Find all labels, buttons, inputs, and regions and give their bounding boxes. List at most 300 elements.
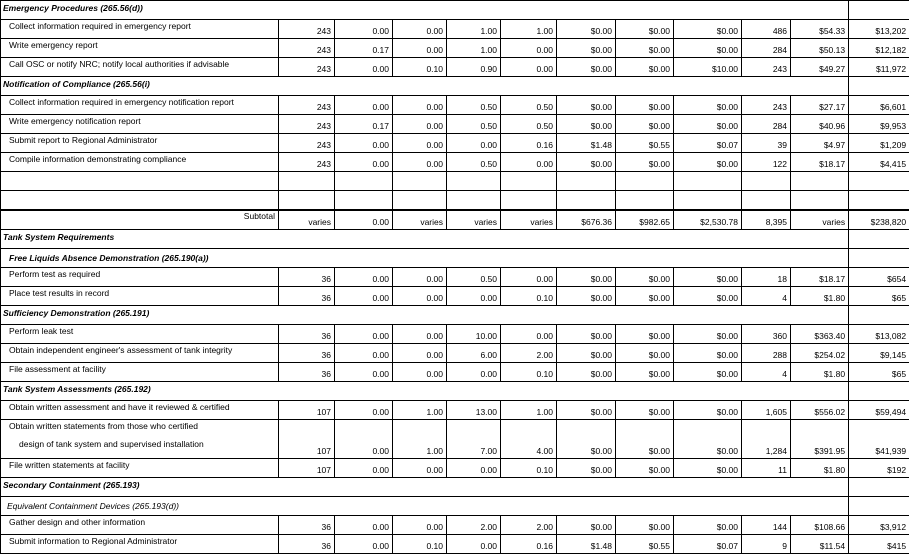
value-cell: 0.50 [447, 153, 501, 172]
value-cell: 0.00 [501, 325, 557, 344]
value-cell: 0.00 [335, 153, 393, 172]
value-cell: 122 [742, 153, 791, 172]
value-cell: 1,605 [742, 401, 791, 420]
blank-cell [849, 191, 909, 211]
value-cell: 284 [742, 115, 791, 134]
value-cell: $0.00 [557, 115, 616, 134]
section-label: Tank System Assessments (265.192) [1, 382, 849, 401]
value-cell: $41,939 [849, 420, 909, 459]
value-cell: $0.00 [616, 287, 674, 306]
value-cell: $254.02 [791, 344, 849, 363]
task-description [1, 344, 279, 363]
description-text: Call OSC or notify NRC; notify local authorities if advisable [9, 58, 275, 70]
value-cell: 0.00 [393, 96, 447, 115]
value-cell: $0.00 [616, 96, 674, 115]
value-cell: $0.00 [616, 325, 674, 344]
blank-cell [616, 172, 674, 191]
value-cell: 243 [742, 96, 791, 115]
task-description [1, 115, 279, 134]
description-text: Subtotal [4, 211, 275, 221]
table-row [1, 287, 909, 306]
value-cell: 36 [279, 325, 335, 344]
value-cell: 360 [742, 325, 791, 344]
task-description [1, 287, 279, 306]
value-cell: $0.00 [674, 516, 742, 535]
value-cell: $0.00 [674, 325, 742, 344]
value-cell: $1.80 [791, 363, 849, 382]
value-cell: 13.00 [447, 401, 501, 420]
value-cell: 0.16 [501, 535, 557, 554]
section-header-row [1, 478, 909, 497]
blank-cell [1, 172, 279, 191]
value-cell: $1.48 [557, 134, 616, 153]
value-cell: $0.00 [557, 20, 616, 39]
section-label: Tank System Requirements [1, 230, 849, 249]
value-cell: $0.00 [674, 20, 742, 39]
value-cell: 2.00 [501, 344, 557, 363]
value-cell: 284 [742, 39, 791, 58]
description-text: Collect information required in emergency report [9, 20, 275, 32]
value-cell: $0.00 [557, 96, 616, 115]
value-cell: $40.96 [791, 115, 849, 134]
value-cell: $65 [849, 363, 909, 382]
value-cell: 0.00 [335, 58, 393, 77]
table-row [1, 134, 909, 153]
value-cell: 1.00 [447, 20, 501, 39]
value-cell: $0.00 [557, 268, 616, 287]
value-cell: 0.50 [501, 96, 557, 115]
value-cell: $0.00 [616, 363, 674, 382]
value-cell: $12,182 [849, 39, 909, 58]
section-header-row [1, 249, 909, 268]
value-cell: 10.00 [447, 325, 501, 344]
value-cell: 0.00 [501, 39, 557, 58]
value-cell: 36 [279, 287, 335, 306]
description-text: Obtain written statements from those who certified [9, 420, 275, 432]
task-description [1, 58, 279, 77]
description-text: Submit information to Regional Administrator [9, 535, 275, 547]
description-text-continued: design of tank system and supervised installation [9, 438, 275, 450]
section-header-row [1, 306, 909, 325]
value-cell: $0.00 [616, 516, 674, 535]
value-cell: 0.50 [447, 115, 501, 134]
task-description [1, 516, 279, 535]
value-cell: 0.17 [335, 115, 393, 134]
value-cell: $0.00 [674, 153, 742, 172]
value-cell: $0.00 [616, 115, 674, 134]
table-row [1, 153, 909, 172]
value-cell: $0.00 [557, 325, 616, 344]
value-cell: 107 [279, 459, 335, 478]
value-cell: 0.00 [501, 153, 557, 172]
value-cell: 0.50 [447, 96, 501, 115]
description-text: Gather design and other information [9, 516, 275, 528]
value-cell: $0.00 [616, 401, 674, 420]
value-cell: 36 [279, 344, 335, 363]
table-row [1, 96, 909, 115]
blank-cell [279, 191, 335, 211]
task-description [1, 96, 279, 115]
value-cell: 0.00 [335, 20, 393, 39]
value-cell: $363.40 [791, 325, 849, 344]
blank-cell [447, 172, 501, 191]
value-cell: 243 [279, 96, 335, 115]
value-cell: 7.00 [447, 420, 501, 459]
section-label: Equivalent Containment Devices (265.193(d)) [1, 497, 849, 516]
blank-cell [279, 172, 335, 191]
value-cell: 36 [279, 516, 335, 535]
value-cell: 243 [742, 58, 791, 77]
value-cell: $49.27 [791, 58, 849, 77]
subtotal-row [1, 210, 909, 230]
task-description [1, 134, 279, 153]
value-cell: 0.00 [335, 344, 393, 363]
value-cell: 0.00 [393, 516, 447, 535]
value-cell: 0.00 [335, 96, 393, 115]
value-cell: 288 [742, 344, 791, 363]
table-row [1, 516, 909, 535]
value-cell: 0.00 [393, 363, 447, 382]
value-cell: $0.00 [674, 420, 742, 459]
value-cell: $4.97 [791, 134, 849, 153]
value-cell: $0.00 [616, 268, 674, 287]
blank-cell [1, 191, 279, 211]
value-cell: $0.00 [616, 420, 674, 459]
task-description [1, 325, 279, 344]
value-cell: $18.17 [791, 153, 849, 172]
task-description [1, 39, 279, 58]
blank-cell [393, 191, 447, 211]
value-cell: $0.00 [557, 344, 616, 363]
value-cell: $27.17 [791, 96, 849, 115]
value-cell: 0.10 [393, 58, 447, 77]
value-cell: 6.00 [447, 344, 501, 363]
value-cell: $4,415 [849, 153, 909, 172]
value-cell: $0.07 [674, 134, 742, 153]
value-cell: 0.00 [447, 459, 501, 478]
value-cell: 0.00 [393, 134, 447, 153]
description-text: Write emergency report [9, 39, 275, 51]
value-cell: $391.95 [791, 420, 849, 459]
value-cell: 243 [279, 39, 335, 58]
value-cell: 18 [742, 268, 791, 287]
value-cell: $2,530.78 [674, 210, 742, 230]
value-cell: 0.50 [447, 268, 501, 287]
value-cell: 1.00 [393, 401, 447, 420]
value-cell: 107 [279, 401, 335, 420]
value-cell: $0.00 [616, 58, 674, 77]
value-cell: $0.00 [674, 39, 742, 58]
value-cell: 0.00 [393, 39, 447, 58]
value-cell: 0.00 [393, 344, 447, 363]
value-cell: $1.80 [791, 287, 849, 306]
blank-cell [501, 172, 557, 191]
value-cell: 0.10 [501, 363, 557, 382]
blank-cell [674, 172, 742, 191]
value-cell: 0.00 [393, 325, 447, 344]
value-cell: $415 [849, 535, 909, 554]
value-cell: $50.13 [791, 39, 849, 58]
value-cell: $0.00 [674, 115, 742, 134]
table-row [1, 420, 909, 459]
task-description [1, 459, 279, 478]
value-cell: 0.00 [393, 20, 447, 39]
value-cell: 107 [279, 420, 335, 459]
value-cell: 1.00 [393, 420, 447, 459]
value-cell: $0.00 [616, 459, 674, 478]
value-cell: 0.00 [501, 58, 557, 77]
value-cell: $0.00 [674, 268, 742, 287]
value-cell: 8,395 [742, 210, 791, 230]
section-header-row [1, 382, 909, 401]
value-cell: 0.00 [335, 420, 393, 459]
value-cell: 243 [279, 134, 335, 153]
value-cell: 4 [742, 363, 791, 382]
value-cell: 0.10 [501, 459, 557, 478]
value-cell: $1.80 [791, 459, 849, 478]
value-cell: $9,953 [849, 115, 909, 134]
value-cell: $0.00 [616, 344, 674, 363]
value-cell: $108.66 [791, 516, 849, 535]
value-cell: $65 [849, 287, 909, 306]
table-row [1, 535, 909, 554]
blank-cell [674, 191, 742, 211]
value-cell: $0.00 [674, 96, 742, 115]
value-cell: 4.00 [501, 420, 557, 459]
subtotal-label [1, 210, 279, 230]
value-cell: 1,284 [742, 420, 791, 459]
value-cell: $0.00 [557, 153, 616, 172]
task-description [1, 363, 279, 382]
value-cell: $0.00 [557, 287, 616, 306]
value-cell: 0.00 [393, 268, 447, 287]
value-cell: varies [393, 210, 447, 230]
value-cell: 1.00 [501, 20, 557, 39]
value-cell: $54.33 [791, 20, 849, 39]
blank-cell [849, 478, 909, 497]
value-cell: 1.00 [447, 39, 501, 58]
table-row [1, 325, 909, 344]
value-cell: $0.00 [616, 39, 674, 58]
value-cell: 0.00 [335, 210, 393, 230]
value-cell: 0.00 [335, 134, 393, 153]
section-label: Emergency Procedures (265.56(d)) [1, 1, 849, 20]
description-text: Submit report to Regional Administrator [9, 134, 275, 146]
value-cell: $982.65 [616, 210, 674, 230]
value-cell: $1.48 [557, 535, 616, 554]
value-cell: $6,601 [849, 96, 909, 115]
task-description [1, 420, 279, 459]
table-row [1, 115, 909, 134]
blank-cell [849, 306, 909, 325]
blank-cell [335, 172, 393, 191]
value-cell: $10.00 [674, 58, 742, 77]
table-row [1, 268, 909, 287]
value-cell: 0.00 [335, 287, 393, 306]
value-cell: 2.00 [447, 516, 501, 535]
value-cell: 0.00 [393, 287, 447, 306]
blank-cell [849, 230, 909, 249]
blank-cell [849, 249, 909, 268]
value-cell: $13,082 [849, 325, 909, 344]
table-row [1, 58, 909, 77]
value-cell: $0.00 [557, 459, 616, 478]
description-text: Perform leak test [9, 325, 275, 337]
description-text: File assessment at facility [9, 363, 275, 375]
value-cell: $59,494 [849, 401, 909, 420]
value-cell: 39 [742, 134, 791, 153]
task-description [1, 268, 279, 287]
value-cell: 0.00 [447, 535, 501, 554]
value-cell: $556.02 [791, 401, 849, 420]
value-cell: $0.00 [557, 363, 616, 382]
value-cell: varies [501, 210, 557, 230]
value-cell: 144 [742, 516, 791, 535]
blank-cell [849, 1, 909, 20]
value-cell: 1.00 [501, 401, 557, 420]
value-cell: varies [279, 210, 335, 230]
value-cell: $0.55 [616, 535, 674, 554]
value-cell: $13,202 [849, 20, 909, 39]
description-text: Collect information required in emergency notification report [9, 96, 275, 108]
value-cell: 0.10 [393, 535, 447, 554]
table-row [1, 401, 909, 420]
value-cell: 0.00 [393, 459, 447, 478]
description-text: Obtain written assessment and have it reviewed & certified [9, 401, 275, 413]
description-text: File written statements at facility [9, 459, 275, 471]
blank-cell [557, 191, 616, 211]
description-text: Compile information demonstrating compliance [9, 153, 275, 165]
value-cell: 0.00 [335, 268, 393, 287]
value-cell: 0.50 [501, 115, 557, 134]
task-description [1, 20, 279, 39]
section-header-row [1, 497, 909, 516]
value-cell: 0.00 [335, 401, 393, 420]
value-cell: 0.10 [501, 287, 557, 306]
value-cell: $18.17 [791, 268, 849, 287]
value-cell: $0.00 [674, 363, 742, 382]
value-cell: $9,145 [849, 344, 909, 363]
value-cell: 0.00 [335, 516, 393, 535]
value-cell: 0.00 [447, 134, 501, 153]
value-cell: 36 [279, 535, 335, 554]
blank-cell [501, 191, 557, 211]
value-cell: $0.00 [557, 516, 616, 535]
value-cell: $3,912 [849, 516, 909, 535]
blank-cell [447, 191, 501, 211]
blank-cell [335, 191, 393, 211]
value-cell: 36 [279, 268, 335, 287]
blank-cell [393, 172, 447, 191]
description-text: Place test results in record [9, 287, 275, 299]
value-cell: 2.00 [501, 516, 557, 535]
section-label: Free Liquids Absence Demonstration (265.190(a)) [1, 249, 849, 268]
value-cell: 243 [279, 58, 335, 77]
blank-cell [616, 191, 674, 211]
table-row [1, 20, 909, 39]
value-cell: 11 [742, 459, 791, 478]
value-cell: $0.00 [674, 459, 742, 478]
value-cell: 0.00 [335, 325, 393, 344]
blank-cell [791, 172, 849, 191]
blank-cell [849, 77, 909, 96]
blank-cell [742, 191, 791, 211]
value-cell: $654 [849, 268, 909, 287]
table-row [1, 344, 909, 363]
value-cell: 4 [742, 287, 791, 306]
blank-cell [557, 172, 616, 191]
value-cell: $0.00 [557, 420, 616, 459]
blank-cell [849, 497, 909, 516]
value-cell: 36 [279, 363, 335, 382]
value-cell: 9 [742, 535, 791, 554]
blank-cell [791, 191, 849, 211]
blank-row [1, 172, 909, 191]
task-description [1, 153, 279, 172]
section-label: Sufficiency Demonstration (265.191) [1, 306, 849, 325]
value-cell: 0.00 [447, 287, 501, 306]
value-cell: 0.00 [447, 363, 501, 382]
value-cell: 0.00 [335, 363, 393, 382]
value-cell: $0.00 [616, 153, 674, 172]
task-description [1, 535, 279, 554]
value-cell: varies [791, 210, 849, 230]
value-cell: $0.55 [616, 134, 674, 153]
section-header-row [1, 1, 909, 20]
blank-cell [849, 172, 909, 191]
description-text: Write emergency notification report [9, 115, 275, 127]
value-cell: $0.00 [557, 401, 616, 420]
value-cell: $0.00 [616, 20, 674, 39]
section-label: Secondary Containment (265.193) [1, 478, 849, 497]
value-cell: 243 [279, 153, 335, 172]
value-cell: 0.00 [393, 153, 447, 172]
value-cell: 0.16 [501, 134, 557, 153]
value-cell: $0.00 [557, 58, 616, 77]
value-cell: $11,972 [849, 58, 909, 77]
blank-cell [742, 172, 791, 191]
table-row [1, 39, 909, 58]
blank-cell [849, 382, 909, 401]
value-cell: $0.00 [674, 344, 742, 363]
section-header-row [1, 230, 909, 249]
table-row [1, 363, 909, 382]
value-cell: $238,820 [849, 210, 909, 230]
value-cell: 0.00 [335, 459, 393, 478]
value-cell: $0.07 [674, 535, 742, 554]
value-cell: varies [447, 210, 501, 230]
value-cell: $0.00 [557, 39, 616, 58]
value-cell: 243 [279, 20, 335, 39]
task-description [1, 401, 279, 420]
value-cell: $192 [849, 459, 909, 478]
value-cell: $1,209 [849, 134, 909, 153]
blank-row [1, 191, 909, 211]
value-cell: 0.17 [335, 39, 393, 58]
value-cell: $11.54 [791, 535, 849, 554]
table-row [1, 459, 909, 478]
value-cell: 243 [279, 115, 335, 134]
value-cell: 0.00 [335, 535, 393, 554]
value-cell: 0.00 [501, 268, 557, 287]
value-cell: $676.36 [557, 210, 616, 230]
section-label: Notification of Compliance (265.56(i) [1, 77, 849, 96]
value-cell: $0.00 [674, 401, 742, 420]
value-cell: 486 [742, 20, 791, 39]
value-cell: 0.90 [447, 58, 501, 77]
value-cell: $0.00 [674, 287, 742, 306]
section-header-row [1, 77, 909, 96]
